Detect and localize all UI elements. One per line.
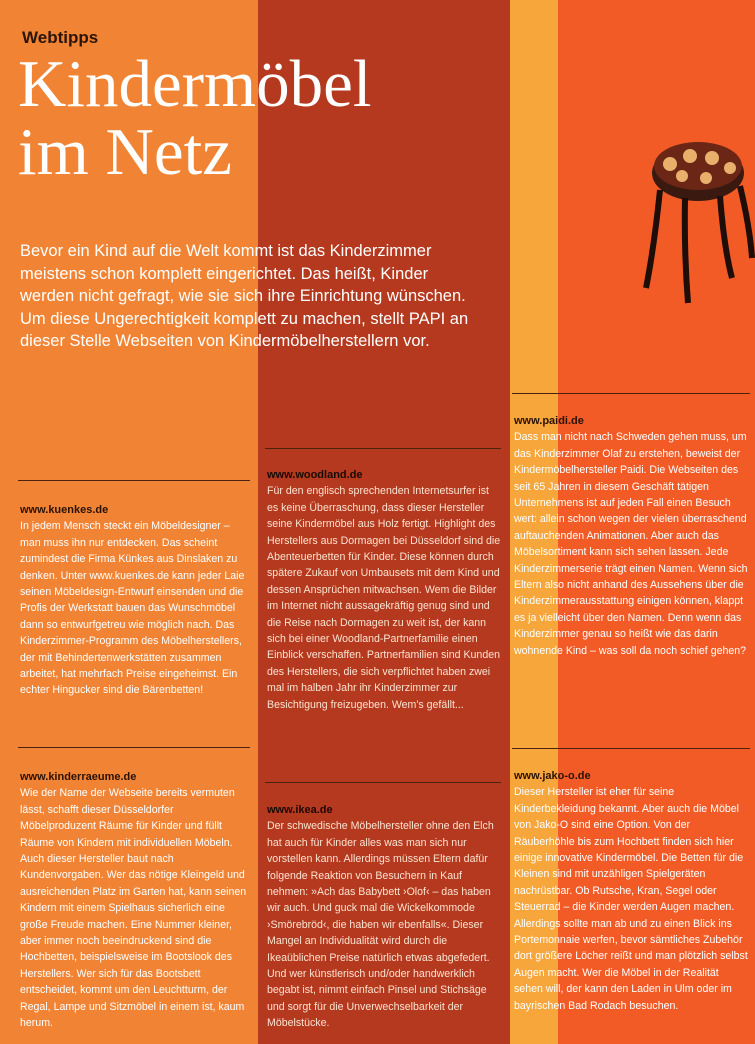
list-item <box>267 802 501 1032</box>
entry-text: Wie der Name der Webseite bereits vermuten lässt, schafft dieser Düsseldorfer Möbelproduzent Räume für Kinder und füllt Räume von Kindern mit individuellen Möbeln. Auch dieser Hersteller baut nach Kundenvorgaben. Wer das nötige Kleingeld und ausreichenden Platz im Garten hat, kann seinen Kindern mit einem Spielhaus sicherlich eine große Freude machen. Eine Nummer kleiner, aber immer noch beeindruckend sind die Hochbetten, beispielsweise im Bootslook des Herstellers. Wer sich für das Bootsbett entscheidet, kommt um den Leuchtturm, der Regal, Lampe und Sitzmöbel in einem ist, kaum herum. <box>20 787 247 1030</box>
page-title <box>18 47 518 189</box>
divider <box>265 782 501 783</box>
entry-url[interactable]: www.woodland.de <box>267 469 363 481</box>
entry-url[interactable]: www.ikea.de <box>267 804 333 816</box>
divider <box>18 747 250 748</box>
entry-text: Dieser Hersteller ist eher für seine Kinderbekleidung bekannt. Aber auch die Möbel von Jako-O sind eine Option. Von der Räuberhöhle bis zum Hochbett finden sich hier einige innovative Kindermöbel. Die Betten für die Kleinen sind mit unzähligen Spielgeräten nachrüstbar. Ob Rutsche, Kran, Segel oder Steuerrad – die Kinder werden Augen machen. Allerdings sollte man ab und zu einen Blick ins Portemonnaie werfen, bevor sämtliches Zubehör dort größere Löcher reißt und man plötzlich selbst Augen macht. Wer die Möbel in der Realität sehen will, der kann den Laden in Ulm oder im bayrischen Bad Rodach besuchen. <box>514 786 748 1012</box>
title-line-1: Kindermöbel <box>18 47 372 121</box>
divider <box>265 448 501 449</box>
divider <box>512 393 750 394</box>
entry-url[interactable]: www.paidi.de <box>514 415 584 427</box>
title-line-2: im Netz <box>18 115 232 189</box>
entry-text: Der schwedische Möbelhersteller ohne den Elch hat auch für Kinder alles was man sich nur vorstellen kann. Allerdings müssen Eltern dafür folgende Reaktion von Besuchern in Kauf nehmen: »Ach das Babybett ›Olof‹ – das haben wir auch. Und guck mal die Wickelkommode ›Smörebröd‹, die haben wir ebenfalls«. Dieser Mangel an Individualität wird durch die Ikeaüblichen Preise natürlich etwas abgefedert. Und wer künstlerisch und/oder handwerklich begabt ist, nimmt einfach Pinsel und Stichsäge und sorgt für die Unverwechselbarkeit der Möbelstücke. <box>267 820 494 1030</box>
divider <box>512 748 750 749</box>
stool-icon <box>640 128 755 313</box>
entry-text: In jedem Mensch steckt ein Möbeldesigner – man muss ihn nur entdecken. Das scheint zumindest die Firma Künkes aus Dinslaken zu denken. Unter www.kuenkes.de kann jeder Laie seinen Möbeldesign-Entwurf einsenden und die Profis der Werkstatt bauen das Wunschmöbel dann so entwurfgetreu wie möglich nach. Das Kinderzimmer-Programm des Möbelherstellers, der mit Behindertenwerkstätten zusammen arbeitet, hat mehrfach Preise eingeheimst. Ein echter Hingucker sind die Bärenbetten! <box>20 520 245 697</box>
list-item <box>20 502 252 699</box>
entry-text: Dass man nicht nach Schweden gehen muss, um das Kinderzimmer Olaf zu erstehen, beweist der Kindermöbelhersteller Paidi. Die Webseiten des seit 65 Jahren in diesem Geschäft tätigen Unternehmens ist auf jeden Fall einen Besuch wert: allein schon wegen der vielen überraschend auftauchenden Animationen. Aber auch das Möbelsortiment kann sich sehen lassen. Jede Kinderzimmerserie trägt einen Namen. Wenn sich Eltern also nicht anhand des Aussehens über die Kinderzimmerausstattung einigen können, klappt es ja vielleicht über den Namen. Denn wenn das Kinderzimmer genau so heißt wie das darin wohnende Kind – was soll da noch schief gehen? <box>514 431 748 657</box>
list-item <box>20 769 252 1032</box>
entry-url[interactable]: www.jako-o.de <box>514 770 591 782</box>
entry-url[interactable]: www.kinderraeume.de <box>20 771 137 783</box>
list-item <box>514 768 750 1014</box>
entry-url[interactable]: www.kuenkes.de <box>20 504 109 516</box>
section-kicker: Webtipps <box>22 28 99 47</box>
list-item <box>514 413 750 659</box>
list-item <box>267 467 501 713</box>
divider <box>18 480 250 481</box>
intro-paragraph: Bevor ein Kind auf die Welt kommt ist das Kinderzimmer meistens schon komplett eingerichtet. Das heißt, Kinder werden nicht gefragt, wie sie sich ihre Einrichtung wünschen. Um diese Ungerechtigkeit komplett zu machen, stellt PAPI an dieser Stelle Webseiten von Kindermöbelherstellern vor. <box>20 242 469 350</box>
entry-text: Für den englisch sprechenden Internetsurfer ist es keine Überraschung, dass dieser Hersteller seine Kindermöbel aus Holz fertigt. Highlight des Herstellers aus Dormagen bei Düsseldorf sind die Abenteuerbetten für Kinder. Diese können durch spätere Zukauf von Umbausets mit dem Kind und dessen Ansprüchen mitwachsen. Wem die Bilder im Internet nicht aussagekräftig genug sind und die Reise nach Dormagen zu weit ist, der kann sich bei einer Woodland-Partnerfamilie einen Einblick verschaffen. Partnerfamilien sind Kunden des Herstellers, die sich verpflichtet haben zwei mal im halben Jahr ihr Kinderzimmer zur Besichtigung freizugeben. Wem's gefällt... <box>267 485 501 711</box>
